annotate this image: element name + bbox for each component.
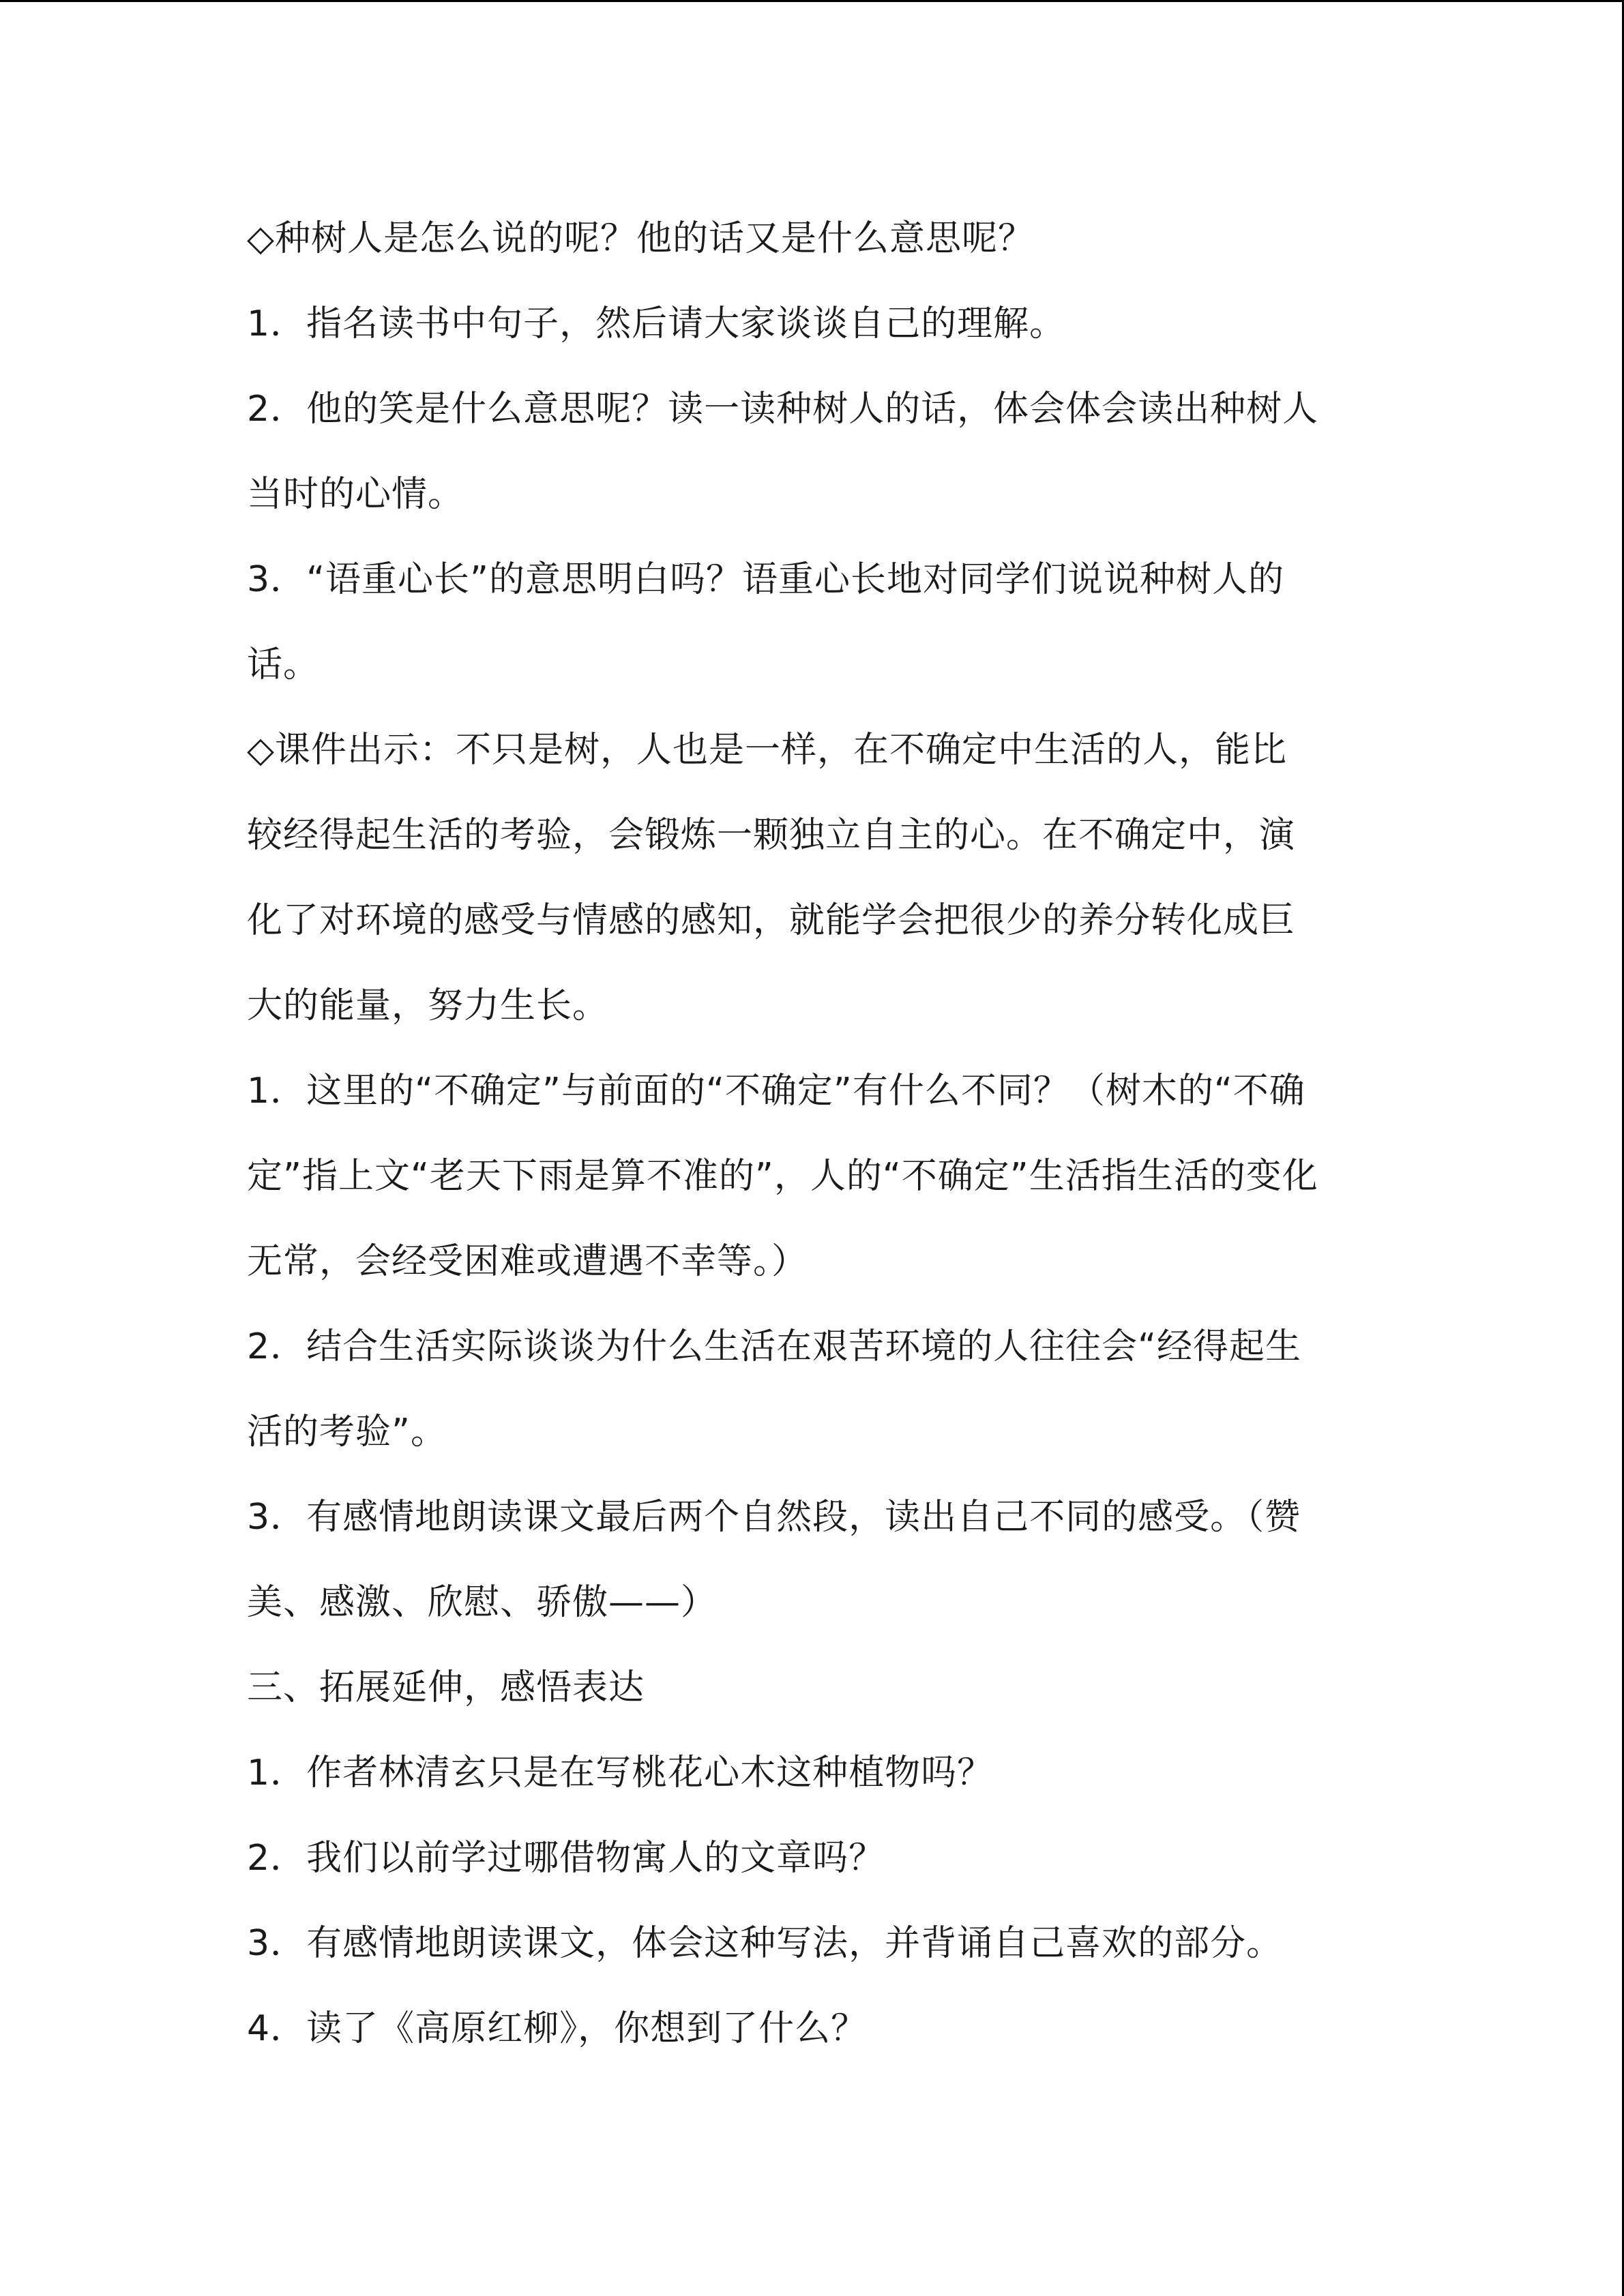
text-line: 4．读了《高原红柳》，你想到了什么？ xyxy=(247,2008,868,2049)
text-line: 1．作者林清玄只是在写桃花心木这种植物吗？ xyxy=(247,1753,994,1793)
text-line: 话。 xyxy=(247,644,320,685)
text-line: 3．有感情地朗读课文最后两个自然段，读出自己不同的感受。（赞 xyxy=(247,1497,1301,1538)
section-heading: 三、拓展延伸，感悟表达 xyxy=(247,1667,645,1708)
text-line: 1．指名读书中句子，然后请大家谈谈自己的理解。 xyxy=(247,303,1066,344)
text-line: 2．他的笑是什么意思呢？读一读种树人的话，体会体会读出种树人 xyxy=(247,389,1319,430)
text-line: 大的能量，努力生长。 xyxy=(247,985,609,1026)
text-line: 美、感激、欣慰、骄傲——） xyxy=(247,1582,718,1623)
text-line: 较经得起生活的考验，会锻炼一颗独立自主的心。在不确定中，演 xyxy=(247,815,1296,856)
text-line: 3．“语重心长”的意思明白吗？语重心长地对同学们说说种树人的 xyxy=(247,559,1284,600)
text-line: 2．结合生活实际谈谈为什么生活在艰苦环境的人往往会“经得起生 xyxy=(247,1326,1302,1367)
text-line: 3．有感情地朗读课文，体会这种写法，并背诵自己喜欢的部分。 xyxy=(247,1923,1283,1964)
document-body xyxy=(247,211,1393,2087)
text-line: 无常，会经受困难或遭遇不幸等。） xyxy=(247,1241,808,1282)
text-line: 1．这里的“不确定”与前面的“不确定”有什么不同？（树木的“不确 xyxy=(247,1071,1305,1112)
text-line: ◇种树人是怎么说的呢？他的话又是什么意思呢？ xyxy=(247,218,1034,259)
text-line: 定”指上文“老天下雨是算不准的”，人的“不确定”生活指生活的变化 xyxy=(247,1156,1318,1197)
text-line: ◇课件出示：不只是树，人也是一样，在不确定中生活的人，能比 xyxy=(247,730,1287,771)
text-line: 2．我们以前学过哪借物寓人的文章吗？ xyxy=(247,1838,885,1879)
text-line: 当时的心情。 xyxy=(247,474,464,515)
text-line: 活的考验”。 xyxy=(247,1412,447,1452)
text-line: 化了对环境的感受与情感的感知，就能学会把很少的养分转化成巨 xyxy=(247,900,1296,941)
